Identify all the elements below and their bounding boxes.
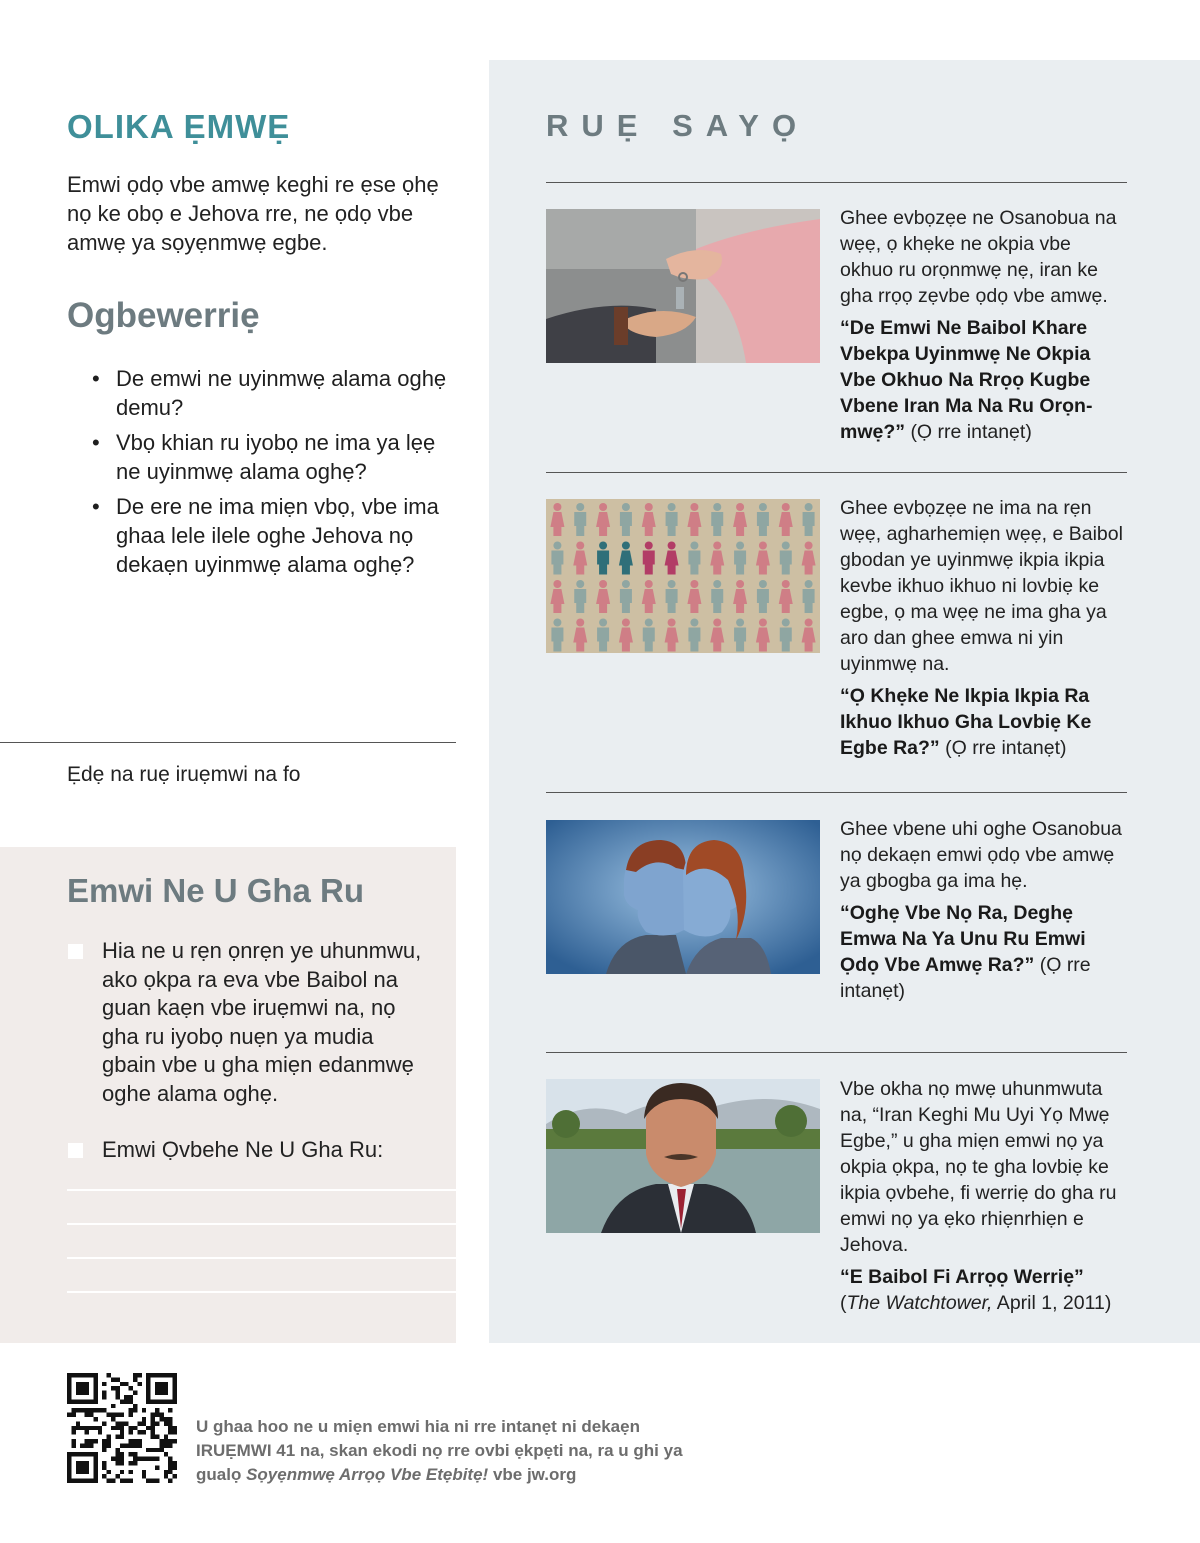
- write-line[interactable]: [67, 1223, 456, 1225]
- divider: [546, 792, 1127, 793]
- divider: [0, 742, 456, 743]
- review-question: • Vbọ khian ru iyobọ ne ima ya lẹẹ ne uyinmwẹ alama oghẹ?: [92, 428, 452, 486]
- review-question-list: [92, 364, 452, 585]
- checkbox-icon[interactable]: [68, 1143, 83, 1158]
- article-title[interactable]: “E Baibol Fi Arrọọ Werriẹ”: [840, 1266, 1084, 1288]
- article-4: [840, 1076, 1128, 1316]
- article-body: Ghee evbọzẹe ne Osanobua na wẹẹ, ọ khẹke ne okpia vbe okhuo ru orọnmwẹ nẹ, iran ke gha rrọọ zẹvbe ọdọ vbe amwẹ.: [840, 207, 1117, 307]
- action-item: Hia ne u rẹn ọnrẹn ye uhunmwu, ako ọkpa ra eva vbe Baibol na guan kaẹn vbe iruẹmwi na, nọ gha ru iyobọ nuẹn ya mudia gbain vbe u gha miẹn edanmwẹ oghe alama oghẹ.: [102, 938, 422, 1106]
- article-link[interactable]: [840, 900, 1128, 1004]
- man-portrait-photo: [546, 1079, 820, 1233]
- summary-text: Emwi ọdọ vbe amwẹ keghi re ẹse ọhẹ nọ ke obọ e Jehova rre, ne ọdọ vbe amwẹ ya sọyẹnmwẹ egbe.: [67, 172, 439, 255]
- review-question: • De ere ne ima miẹn vbọ, vbe ima ghaa lele ilele oghe Jehova nọ dekaẹn uyinmwẹ alama oghẹ?: [92, 492, 452, 579]
- action-heading: Emwi Ne U Gha Ru: [67, 872, 365, 909]
- article-title[interactable]: “Ọ Khẹke Ne Ikpia Ikpia Ra Ikhuo Ikhuo Gha Lovbiẹ Ke Egbe Ra?”: [840, 685, 1092, 759]
- qr-code-icon[interactable]: [67, 1373, 177, 1483]
- article-1: [840, 205, 1128, 445]
- article-link[interactable]: [840, 683, 1128, 761]
- couple-silhouette-photo: [546, 820, 820, 974]
- write-line[interactable]: [67, 1189, 456, 1191]
- article-body: Ghee evbọzẹe ne ima na rẹn wẹẹ, agharhemiẹn wẹẹ, e Baibol gbodan ye uyinmwẹ ikpia ikpia kevbe ikhuo ikhuo ni lovbiẹ ke egbe, ọ ma wẹẹ ne ima gha ya aro dan ghee emwa ni yin uyinmwẹ na.: [840, 497, 1123, 675]
- completion-date-label: Ẹdẹ na ruẹ iruẹmwi na fo: [67, 763, 301, 786]
- article-link[interactable]: [840, 1264, 1128, 1316]
- write-line[interactable]: [67, 1291, 456, 1293]
- article-source: (Ọ rre intanẹt): [945, 737, 1067, 759]
- people-figures-photo: [546, 499, 820, 653]
- article-body: Ghee vbene uhi oghe Osanobua nọ dekaẹn emwi ọdọ vbe amwẹ ya gbogba ga ima hẹ.: [840, 818, 1122, 892]
- article-body: Vbe okha nọ mwẹ uhunmwuta na, “Iran Keghi Mu Uyi Yọ Mwẹ Egbe,” u gha miẹn emwi nọ ya okpia ọkpa, nọ te gha lovbiẹ ke ikpia ọvbehe, fi werriẹ do gha ru emwi nọ ya ẹko rhiẹnrhiẹn e Jehova.: [840, 1078, 1117, 1256]
- review-heading: Ogbewerriẹ: [67, 296, 260, 335]
- article-source: (The Watchtower, April 1, 2011): [840, 1292, 1112, 1314]
- article-source: (Ọ rre intanẹt): [910, 421, 1032, 443]
- article-2: [840, 495, 1128, 761]
- checkbox-icon[interactable]: [68, 944, 83, 959]
- divider: [546, 472, 1127, 473]
- divider: [546, 182, 1127, 183]
- keys-handover-photo: [546, 209, 820, 363]
- article-3: [840, 816, 1128, 1004]
- divider: [546, 1052, 1127, 1053]
- review-question: • De emwi ne uyinmwẹ alama oghẹ demu?: [92, 364, 452, 422]
- article-link[interactable]: [840, 315, 1128, 445]
- explore-heading: RUẸ SAYỌ: [546, 108, 810, 143]
- summary-heading: OLIKA ẸMWẸ: [67, 108, 291, 145]
- write-line[interactable]: [67, 1257, 456, 1259]
- article-source: (Ọ rre intanẹt): [840, 954, 1091, 1002]
- action-item: Emwi Ọvbehe Ne U Gha Ru:: [102, 1137, 384, 1162]
- footer-text: U ghaa hoo ne u miẹn emwi hia ni rre intanẹt ni dekaẹn IRUẸMWI 41 na, skan ekodi nọ rre ovbi ẹkpẹti na, ra u ghi ya gualọ Sọyẹnmwẹ Arrọọ Vbe Etẹbitẹ! vbe jw.org: [196, 1417, 683, 1484]
- article-title[interactable]: “Oghẹ Vbe Nọ Ra, Deghẹ Emwa Na Ya Unu Ru Emwi Ọdọ Vbe Amwẹ Ra?”: [840, 902, 1086, 976]
- article-title[interactable]: “De Emwi Ne Baibol Khare Vbekpa Uyinmwẹ Ne Okpia Vbe Okhuo Na Rrọọ Kugbe Vbene Iran Ma Na Ru Orọnmwẹ?”: [840, 317, 1093, 443]
